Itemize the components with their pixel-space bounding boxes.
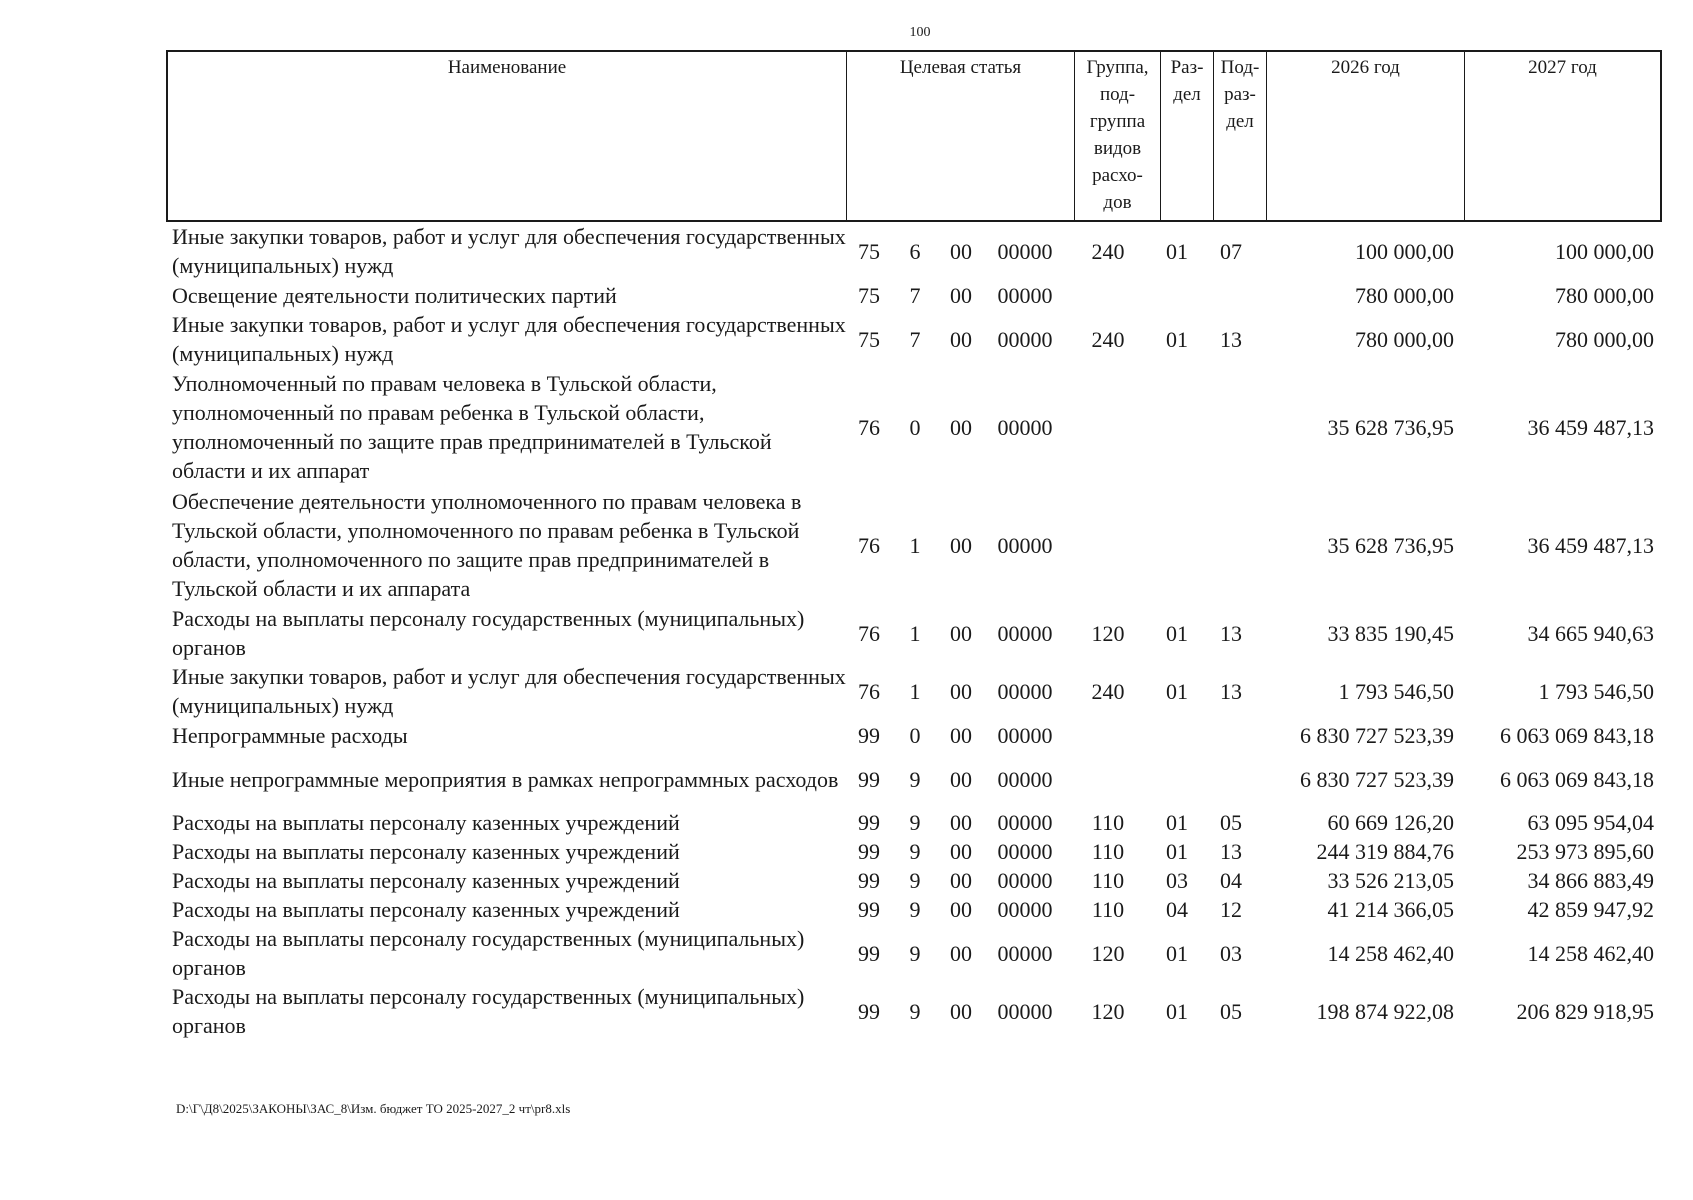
cell-2026: 6 830 727 523,39 <box>1300 766 1454 792</box>
row-name: Освещение деятельности политических партий <box>172 282 617 308</box>
cell-2027: 253 973 895,60 <box>1516 839 1654 864</box>
cell-direction: 00000 <box>997 722 1053 748</box>
cell-program: 99 <box>858 940 880 966</box>
cell-direction: 00000 <box>997 678 1053 704</box>
cell-2027: 6 063 069 843,18 <box>1500 722 1654 748</box>
cell-direction: 00000 <box>997 532 1053 558</box>
row-name: Непрограммные расходы <box>172 722 408 748</box>
cell-direction: 00000 <box>997 810 1053 835</box>
cell-direction: 00000 <box>997 897 1053 922</box>
row-name: Обеспечение деятельности уполномоченного по правам человека в Тульской области, уполномоченного по правам ребенка в Тульской области, уполномоченного по защите прав предпринимателей в Тульской области и их аппарата <box>172 489 802 601</box>
cell-subprogram: 1 <box>909 620 921 646</box>
cell-direction: 00000 <box>997 998 1053 1024</box>
table-row <box>166 982 1662 1040</box>
row-name: Иные закупки товаров, работ и услуг для обеспечения государственных (муниципальных) нужд <box>172 664 846 718</box>
cell-program: 75 <box>858 238 880 264</box>
cell-2026: 100 000,00 <box>1355 238 1454 264</box>
cell-2026: 780 000,00 <box>1355 282 1454 308</box>
cell-2026: 1 793 546,50 <box>1338 678 1454 704</box>
cell-program: 99 <box>858 868 880 893</box>
cell-2026: 6 830 727 523,39 <box>1300 722 1454 748</box>
table-row <box>166 837 1662 866</box>
cell-subprogram: 9 <box>909 839 921 864</box>
cell-direction: 00000 <box>997 766 1053 792</box>
cell-2026: 780 000,00 <box>1355 326 1454 352</box>
cell-subprogram: 9 <box>909 810 921 835</box>
cell-section: 03 <box>1166 868 1188 893</box>
cell-group: 240 <box>1091 238 1125 264</box>
cell-event: 00 <box>950 766 972 792</box>
table-header <box>166 50 1662 222</box>
row-name: Иные непрограммные мероприятия в рамках непрограммных расходов <box>172 766 839 792</box>
cell-section: 04 <box>1166 897 1188 922</box>
header-target: Целевая статья <box>847 52 1075 220</box>
row-name: Расходы на выплаты персоналу государственных (муниципальных) органов <box>172 984 805 1038</box>
cell-event: 00 <box>950 868 972 893</box>
cell-direction: 00000 <box>997 282 1053 308</box>
cell-subprogram: 0 <box>909 722 921 748</box>
cell-2027: 63 095 954,04 <box>1527 810 1654 835</box>
cell-program: 99 <box>858 766 880 792</box>
cell-subprogram: 1 <box>909 532 921 558</box>
cell-direction: 00000 <box>997 326 1053 352</box>
cell-group: 110 <box>1091 839 1125 864</box>
cell-direction: 00000 <box>997 868 1053 893</box>
row-name: Расходы на выплаты персоналу государственных (муниципальных) органов <box>172 606 805 660</box>
cell-subprogram: 6 <box>909 238 921 264</box>
cell-program: 75 <box>858 326 880 352</box>
cell-subprogram: 1 <box>909 678 921 704</box>
cell-event: 00 <box>950 326 972 352</box>
row-name: Расходы на выплаты персоналу государственных (муниципальных) органов <box>172 926 805 980</box>
row-name: Расходы на выплаты персоналу казенных учреждений <box>172 839 680 864</box>
row-name: Иные закупки товаров, работ и услуг для обеспечения государственных (муниципальных) нужд <box>172 224 846 278</box>
header-subsection: Под-раз-дел <box>1214 52 1267 220</box>
table-row <box>166 895 1662 924</box>
cell-program: 99 <box>858 998 880 1024</box>
cell-subprogram: 9 <box>909 940 921 966</box>
cell-2027: 780 000,00 <box>1555 326 1654 352</box>
cell-section: 01 <box>1166 678 1188 704</box>
cell-section: 01 <box>1166 998 1188 1024</box>
table-row <box>166 750 1662 808</box>
cell-group: 240 <box>1091 678 1125 704</box>
row-name: Уполномоченный по правам человека в Тульской области, уполномоченный по правам ребенка в Тульской области, уполномоченный по защите прав предпринимателей в Тульской области и их аппарат <box>172 371 772 483</box>
header-group: Группа, под-группа видов расхо-дов <box>1075 52 1161 220</box>
file-path-footer: D:\Г\Д8\2025\ЗАКОНЫ\ЗАС_8\Изм. бюджет ТО 2025-2027_2 чт\pr8.xls <box>176 1101 571 1116</box>
cell-program: 99 <box>858 839 880 864</box>
cell-event: 00 <box>950 282 972 308</box>
table-row <box>166 808 1662 837</box>
cell-program: 76 <box>858 678 880 704</box>
cell-subprogram: 7 <box>909 326 921 352</box>
cell-2026: 60 669 126,20 <box>1327 810 1454 835</box>
cell-group: 120 <box>1091 940 1125 966</box>
cell-direction: 00000 <box>997 414 1053 440</box>
cell-2026: 244 319 884,76 <box>1316 839 1454 864</box>
table-body <box>166 222 1662 1040</box>
cell-event: 00 <box>950 998 972 1024</box>
cell-2026: 198 874 922,08 <box>1316 998 1454 1024</box>
table-row <box>166 866 1662 895</box>
cell-subsection: 04 <box>1220 868 1242 893</box>
cell-subsection: 13 <box>1220 678 1242 704</box>
row-name: Иные закупки товаров, работ и услуг для обеспечения государственных (муниципальных) нужд <box>172 312 846 366</box>
table-row <box>166 720 1662 750</box>
cell-program: 99 <box>858 722 880 748</box>
cell-2027: 34 866 883,49 <box>1527 868 1654 893</box>
cell-program: 76 <box>858 532 880 558</box>
cell-event: 00 <box>950 238 972 264</box>
cell-direction: 00000 <box>997 940 1053 966</box>
cell-direction: 00000 <box>997 839 1053 864</box>
table-row <box>166 924 1662 982</box>
cell-section: 01 <box>1166 940 1188 966</box>
row-name: Расходы на выплаты персоналу казенных учреждений <box>172 810 680 835</box>
cell-direction: 00000 <box>997 238 1053 264</box>
header-2026: 2026 год <box>1267 52 1465 220</box>
cell-section: 01 <box>1166 620 1188 646</box>
cell-event: 00 <box>950 839 972 864</box>
page-number: 100 <box>909 25 931 40</box>
cell-subsection: 12 <box>1220 897 1242 922</box>
table-row <box>166 368 1662 486</box>
table-row <box>166 662 1662 720</box>
cell-2026: 35 628 736,95 <box>1327 532 1454 558</box>
cell-subsection: 07 <box>1220 238 1242 264</box>
cell-program: 99 <box>858 810 880 835</box>
cell-2026: 14 258 462,40 <box>1327 940 1454 966</box>
table-row <box>166 310 1662 368</box>
cell-event: 00 <box>950 620 972 646</box>
table-row <box>166 486 1662 604</box>
cell-event: 00 <box>950 722 972 748</box>
cell-program: 75 <box>858 282 880 308</box>
cell-2027: 6 063 069 843,18 <box>1500 766 1654 792</box>
cell-2026: 33 835 190,45 <box>1327 620 1454 646</box>
cell-subprogram: 7 <box>909 282 921 308</box>
cell-subprogram: 9 <box>909 998 921 1024</box>
cell-2026: 33 526 213,05 <box>1327 868 1454 893</box>
cell-program: 76 <box>858 620 880 646</box>
cell-2027: 34 665 940,63 <box>1527 620 1654 646</box>
cell-section: 01 <box>1166 326 1188 352</box>
cell-2027: 780 000,00 <box>1555 282 1654 308</box>
cell-section: 01 <box>1166 238 1188 264</box>
cell-group: 120 <box>1091 998 1125 1024</box>
table-row <box>166 222 1662 280</box>
cell-subsection: 05 <box>1220 998 1242 1024</box>
cell-direction: 00000 <box>997 620 1053 646</box>
cell-section: 01 <box>1166 810 1188 835</box>
cell-2027: 206 829 918,95 <box>1516 998 1654 1024</box>
header-name: Наименование <box>168 52 847 220</box>
cell-2027: 1 793 546,50 <box>1538 678 1654 704</box>
cell-event: 00 <box>950 940 972 966</box>
cell-subprogram: 0 <box>909 414 921 440</box>
cell-event: 00 <box>950 678 972 704</box>
cell-subsection: 03 <box>1220 940 1242 966</box>
cell-subprogram: 9 <box>909 766 921 792</box>
cell-2027: 36 459 487,13 <box>1527 414 1654 440</box>
cell-2027: 100 000,00 <box>1555 238 1654 264</box>
cell-subsection: 13 <box>1220 326 1242 352</box>
cell-2026: 41 214 366,05 <box>1327 897 1454 922</box>
cell-2026: 35 628 736,95 <box>1327 414 1454 440</box>
cell-subsection: 13 <box>1220 620 1242 646</box>
cell-group: 240 <box>1091 326 1125 352</box>
cell-group: 110 <box>1091 810 1125 835</box>
cell-section: 01 <box>1166 839 1188 864</box>
cell-event: 00 <box>950 414 972 440</box>
cell-2027: 36 459 487,13 <box>1527 532 1654 558</box>
cell-event: 00 <box>950 810 972 835</box>
header-2027: 2027 год <box>1528 57 1597 78</box>
cell-event: 00 <box>950 897 972 922</box>
table-row <box>166 604 1662 662</box>
header-section: Раз-дел <box>1161 52 1214 220</box>
cell-event: 00 <box>950 532 972 558</box>
cell-group: 120 <box>1091 620 1125 646</box>
cell-program: 76 <box>858 414 880 440</box>
cell-subsection: 13 <box>1220 839 1242 864</box>
cell-2027: 14 258 462,40 <box>1527 940 1654 966</box>
cell-group: 110 <box>1091 897 1125 922</box>
cell-subprogram: 9 <box>909 897 921 922</box>
row-name: Расходы на выплаты персоналу казенных учреждений <box>172 897 680 922</box>
cell-subsection: 05 <box>1220 810 1242 835</box>
cell-group: 110 <box>1091 868 1125 893</box>
cell-subprogram: 9 <box>909 868 921 893</box>
table-row <box>166 280 1662 310</box>
cell-2027: 42 859 947,92 <box>1527 897 1654 922</box>
cell-program: 99 <box>858 897 880 922</box>
row-name: Расходы на выплаты персоналу казенных учреждений <box>172 868 680 893</box>
